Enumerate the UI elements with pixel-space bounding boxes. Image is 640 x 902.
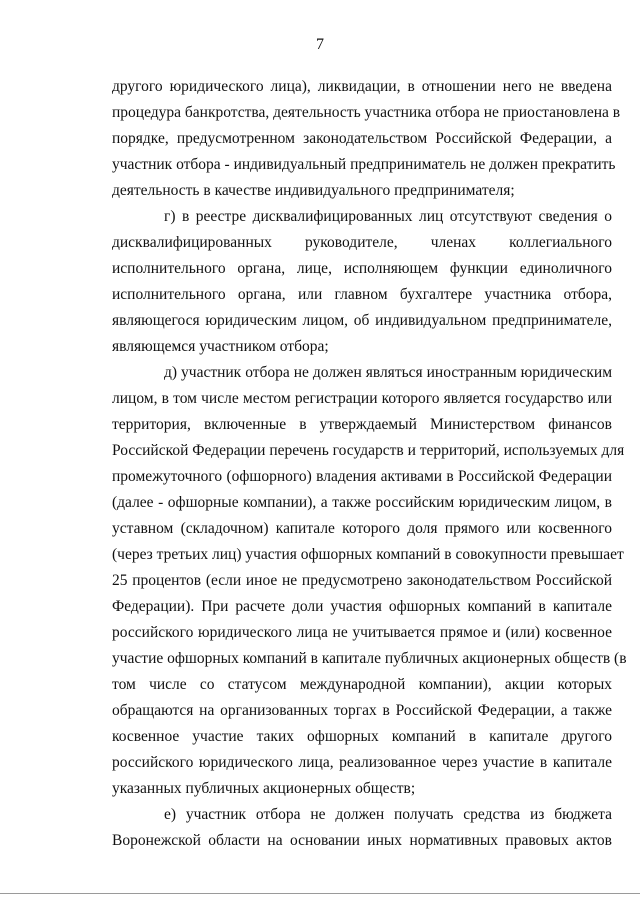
text-line: уставном (складочном) капитале которого доля прямого или косвенного [112, 520, 612, 537]
document-body [112, 74, 627, 854]
text-line: (далее - офшорные компании), а также российским юридическим лицом, в [112, 494, 612, 511]
text-line: указанных публичных акционерных обществ; [112, 780, 416, 797]
text-line: российского юридического лица, реализованное через участие в капитале [112, 754, 612, 771]
paragraph-item-e [112, 802, 612, 854]
paragraph-item-g [112, 204, 612, 360]
text-line: лицом, в том числе местом регистрации которого является государство или [112, 390, 612, 407]
text-line: обращаются на организованных торгах в Российской Федерации, а также [112, 702, 612, 719]
text-line: том числе со статусом международной компании), акции которых [112, 676, 612, 693]
text-line: (через третьих лиц) участия офшорных компаний в совокупности превышает [112, 546, 624, 563]
text-line: деятельность в качестве индивидуального предпринимателя; [112, 182, 515, 199]
text-line: Федерации). При расчете доли участия офшорных компаний в капитале [112, 598, 612, 615]
text-line: являющегося юридическим лицом, об индивидуальном предпринимателе, [112, 312, 612, 329]
text-line: е) участник отбора не должен получать средства из бюджета [164, 806, 612, 823]
text-line: процедура банкротства, деятельность участника отбора не приостановлена в [112, 104, 621, 121]
text-line: исполнительного органа, лице, исполняющем функции единоличного [112, 260, 612, 277]
paragraph-item-d [112, 360, 627, 802]
text-line: являющемся участником отбора; [112, 338, 329, 355]
text-line: другого юридического лица), ликвидации, в отношении него не введена [112, 78, 612, 95]
text-line: территория, включенные в утверждаемый Министерством финансов [112, 416, 612, 433]
paragraph-continuation [112, 74, 621, 204]
text-line: д) участник отбора не должен являться иностранным юридическим [164, 364, 612, 381]
text-line: дисквалифицированных руководителе, членах коллегиального [112, 234, 612, 251]
text-line: 25 процентов (если иное не предусмотрено законодательством Российской [112, 572, 612, 589]
page-number: 7 [316, 36, 324, 53]
text-line: г) в реестре дисквалифицированных лиц отсутствуют сведения о [164, 208, 612, 225]
text-line: порядке, предусмотренном законодательством Российской Федерации, а [112, 130, 612, 147]
text-line: российского юридического лица не учитывается прямое и (или) косвенное [112, 624, 612, 641]
text-line: промежуточного (офшорного) владения активами в Российской Федерации [112, 468, 612, 485]
text-line: исполнительного органа, или главном бухгалтере участника отбора, [112, 286, 612, 303]
text-line: Воронежской области на основании иных нормативных правовых актов [112, 832, 612, 849]
text-line: участие офшорных компаний в капитале публичных акционерных обществ (в [112, 650, 627, 667]
page-bottom-rule [0, 893, 640, 894]
text-line: участник отбора - индивидуальный предприниматель не должен прекратить [112, 156, 616, 173]
text-line: Российской Федерации перечень государств и территорий, используемых для [112, 442, 625, 459]
text-line: косвенное участие таких офшорных компаний в капитале другого [112, 728, 612, 745]
